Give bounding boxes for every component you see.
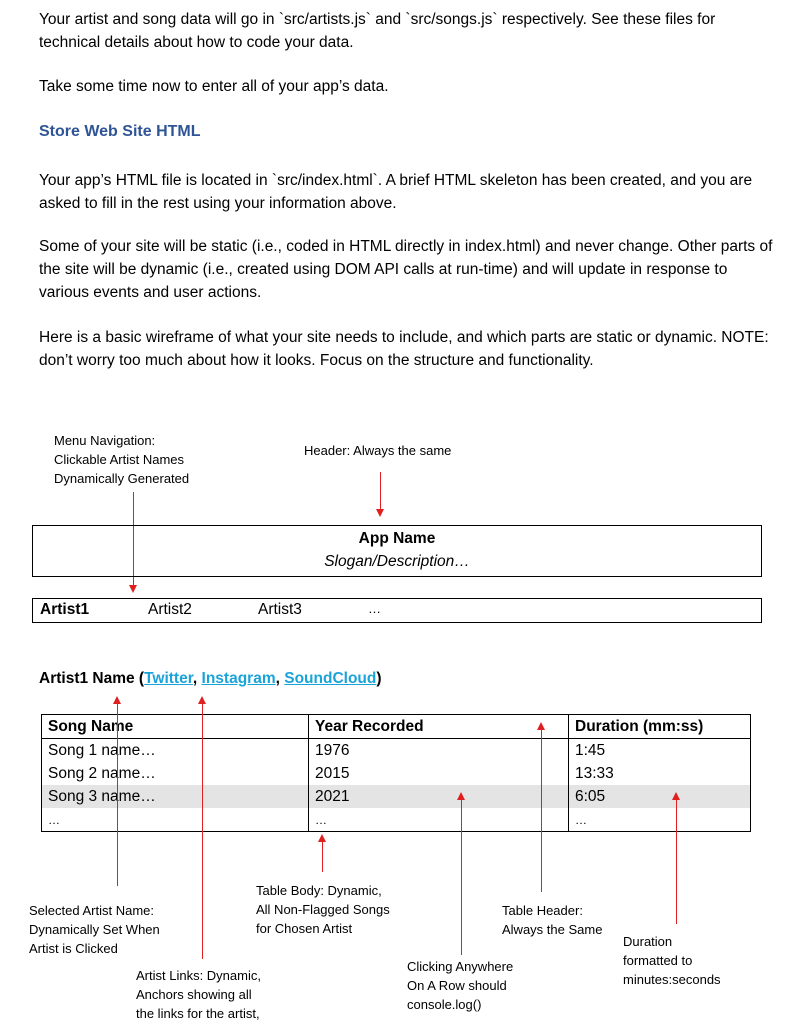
duration-cell: 13:33 <box>569 762 751 785</box>
intro-paragraph: Your artist and song data will go in `src/artists.js` and `src/songs.js` respectively. See these files for technical details about how to code your data. <box>39 11 716 51</box>
annotation-line: Table Body: Dynamic, <box>256 883 382 898</box>
duration-arrow-head <box>672 792 680 800</box>
annotation-line: for Chosen Artist <box>256 921 353 936</box>
annotation-menu-navigation <box>54 431 189 488</box>
duration-arrow-line <box>676 800 677 924</box>
menu-item-more[interactable]: … <box>368 601 381 616</box>
annotation-line: Always the Same <box>502 922 603 937</box>
table-header-row <box>42 715 751 739</box>
table-header-year: Year Recorded <box>309 715 569 739</box>
artist-links-arrow-head <box>198 696 206 704</box>
annotation-line: Anchors showing all <box>136 987 252 1002</box>
table-row[interactable] <box>42 785 751 808</box>
annotation-line: All Non-Flagged Songs <box>256 902 390 917</box>
instagram-link[interactable]: Instagram <box>201 670 276 687</box>
soundcloud-link[interactable]: SoundCloud <box>284 670 377 687</box>
html-file-paragraph: Your app’s HTML file is located in `src/index.html`. A brief HTML skeleton has been created, and you are asked to fill in the rest using your information above. <box>39 172 753 212</box>
artist-name: Artist1 Name <box>39 670 135 687</box>
song-name-cell: … <box>42 808 309 832</box>
table-row[interactable] <box>42 762 751 785</box>
annotation-line: formatted to <box>623 953 693 968</box>
menu-item-artist3[interactable]: Artist3 <box>258 601 302 618</box>
wireframe-header <box>32 525 762 577</box>
row-click-arrow-line <box>461 800 462 955</box>
annotation-line: Duration <box>623 934 673 949</box>
table-row[interactable] <box>42 739 751 763</box>
annotation-line: Menu Navigation: <box>54 433 156 448</box>
table-row[interactable] <box>42 808 751 832</box>
menu-item-artist1[interactable]: Artist1 <box>40 601 90 618</box>
year-cell: 2015 <box>309 762 569 785</box>
table-header-arrow-line <box>541 730 542 892</box>
selected-artist-arrow-head <box>113 696 121 704</box>
wireframe-paragraph: Here is a basic wireframe of what your site needs to include, and which parts are static or dynamic. NOTE: don’t worry too much about how it looks. Focus on the structure and functionality. <box>39 329 769 369</box>
annotation-line: the links for the artist, <box>136 1006 260 1021</box>
header-arrow-head <box>376 509 384 517</box>
annotation-line: On A Row should <box>407 978 507 993</box>
duration-cell: … <box>569 808 751 832</box>
annotation-line: Dynamically Set When <box>29 922 160 937</box>
annotation-artist-links <box>136 966 261 1023</box>
song-name-cell: Song 1 name… <box>42 739 309 763</box>
annotation-table-header <box>502 901 602 939</box>
table-body-arrow-line <box>322 842 323 872</box>
artist-heading: Artist1 Name (Twitter, Instagram, SoundCloud) <box>39 670 382 687</box>
annotation-line: Dynamically Generated <box>54 471 190 486</box>
table-header-duration: Duration (mm:ss) <box>569 715 751 739</box>
artist-links-arrow-line <box>202 704 203 959</box>
static-dynamic-paragraph: Some of your site will be static (i.e., coded in HTML directly in index.html) and never change. Other parts of the site will be dynamic (i.e., created using DOM API calls at run-time) and will update in response to various events and user actions. <box>39 238 773 301</box>
year-cell: … <box>309 808 569 832</box>
annotation-line: Selected Artist Name: <box>29 903 154 918</box>
row-click-arrow-head <box>457 792 465 800</box>
year-cell: 1976 <box>309 739 569 763</box>
table-header-arrow-head <box>537 722 545 730</box>
selected-artist-arrow-line <box>117 704 118 886</box>
annotation-selected-artist <box>29 901 160 958</box>
annotation-line: Clicking Anywhere <box>407 959 514 974</box>
app-name: App Name <box>358 530 436 547</box>
annotation-line: Artist Links: Dynamic, <box>136 968 261 983</box>
annotation-line: minutes:seconds <box>623 972 721 987</box>
twitter-link[interactable]: Twitter <box>144 670 193 687</box>
section-heading: Store Web Site HTML <box>39 123 201 140</box>
menu-item-artist2[interactable]: Artist2 <box>148 601 192 618</box>
table-header-song-name: Song Name <box>42 715 309 739</box>
wireframe-menu <box>32 598 762 623</box>
annotation-row-click <box>407 957 513 1014</box>
annotation-line: console.log() <box>407 997 482 1012</box>
songs-table <box>41 714 751 832</box>
annotation-duration <box>623 932 721 989</box>
year-cell: 2021 <box>309 785 569 808</box>
annotation-line: Clickable Artist Names <box>54 452 185 467</box>
annotation-line: Table Header: <box>502 903 583 918</box>
header-arrow-line <box>380 472 381 510</box>
annotation-header: Header: Always the same <box>304 443 452 458</box>
annotation-table-body <box>256 881 390 938</box>
app-slogan: Slogan/Description… <box>324 553 470 570</box>
menu-arrow-head <box>129 585 137 593</box>
table-body-arrow-head <box>318 834 326 842</box>
annotation-line: Artist is Clicked <box>29 941 118 956</box>
song-name-cell: Song 3 name… <box>42 785 309 808</box>
instruction-paragraph: Take some time now to enter all of your app’s data. <box>39 78 389 95</box>
song-name-cell: Song 2 name… <box>42 762 309 785</box>
duration-cell: 6:05 <box>569 785 751 808</box>
duration-cell: 1:45 <box>569 739 751 763</box>
